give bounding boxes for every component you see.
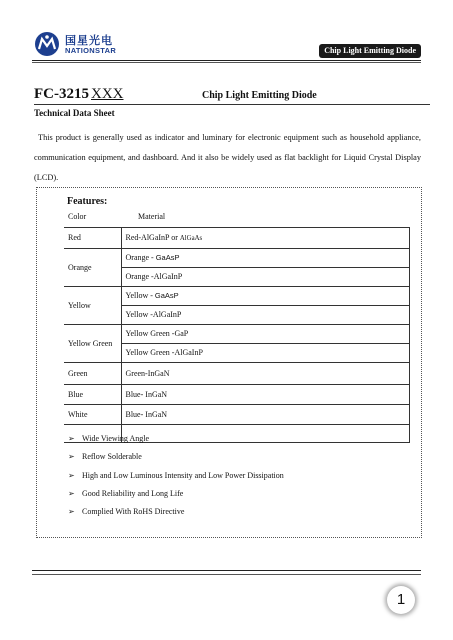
- color-cell: Yellow Green: [64, 324, 121, 362]
- features-heading: Features:: [67, 196, 108, 207]
- color-cell: Yellow: [64, 286, 121, 324]
- header-material-text: Material: [138, 212, 166, 222]
- sheet-label: Technical Data Sheet: [34, 108, 115, 118]
- color-cell: Orange: [64, 248, 121, 286]
- material-text: Yellow -: [125, 291, 155, 300]
- table-row: [64, 286, 410, 305]
- table-row: [64, 384, 410, 404]
- footer-divider-thin: [32, 574, 421, 575]
- material-text-sans: GaAsP: [154, 291, 179, 300]
- material-table: [64, 207, 410, 443]
- table-row: [64, 248, 410, 267]
- logo-chinese-text: 国星光电: [65, 34, 113, 47]
- arrow-bullet-icon: ➢: [68, 452, 75, 462]
- title-row: [34, 86, 430, 105]
- material-cell: Blue- InGaN: [121, 384, 410, 404]
- list-item: [68, 452, 284, 470]
- features-box: [36, 187, 422, 538]
- list-item-text: Wide Viewing Angle: [82, 434, 150, 443]
- page-number: 1: [387, 586, 415, 614]
- list-item: [68, 471, 284, 489]
- header-material: [121, 207, 410, 227]
- table-row: [64, 362, 410, 384]
- color-cell: Red: [64, 227, 121, 248]
- header-color: Color: [64, 207, 121, 227]
- material-text: Orange -: [125, 253, 156, 262]
- part-number-suffix: XXX: [91, 86, 124, 102]
- arrow-bullet-icon: ➢: [68, 434, 75, 443]
- material-text-small: AlGaAs: [179, 235, 203, 242]
- list-item: [68, 489, 284, 507]
- header-divider: [32, 60, 421, 63]
- material-cell: [121, 227, 410, 248]
- part-number-base: FC-3215: [34, 86, 89, 102]
- arrow-bullet-icon: ➢: [68, 488, 75, 498]
- list-item-text: Complied With RoHS Directive: [82, 507, 185, 517]
- material-cell: Yellow Green -GaP: [121, 324, 410, 343]
- list-item: [68, 507, 284, 525]
- header-badge: Chip Light Emitting Diode: [319, 44, 421, 58]
- material-cell: [121, 248, 410, 267]
- material-text-sans: GaAsP: [155, 253, 180, 262]
- table-header-row: [64, 207, 410, 227]
- table-row: [64, 227, 410, 248]
- list-item-text: High and Low Luminous Intensity and Low Power Dissipation: [82, 470, 284, 480]
- footer-divider: [32, 570, 421, 571]
- logo-english-text: NATIONSTAR: [65, 46, 117, 55]
- device-title: Chip Light Emitting Diode: [202, 90, 317, 101]
- list-item-text: Reflow Solderable: [82, 452, 142, 462]
- table-row: [64, 324, 410, 343]
- material-cell: [121, 286, 410, 305]
- nationstar-logo-icon: [32, 31, 62, 57]
- material-cell: Yellow -AlGaInP: [121, 305, 410, 324]
- table-row: [64, 404, 410, 424]
- intro-paragraph: This product is generally used as indicator and luminary for electronic equipment such as household appliance, communication equipment, and dashboard. And it also be widely used as flat backlight for Liquid Crystal Display (LCD).: [34, 133, 421, 182]
- material-cell: Blue- InGaN: [121, 404, 410, 424]
- material-cell: Green-InGaN: [121, 362, 410, 384]
- color-cell: White: [64, 404, 121, 424]
- arrow-bullet-icon: ➢: [68, 507, 75, 517]
- list-item-text: Good Reliability and Long Life: [82, 488, 184, 498]
- list-item: [68, 434, 284, 452]
- feature-list: [68, 434, 284, 525]
- material-cell: Yellow Green -AlGaInP: [121, 343, 410, 362]
- color-cell: Blue: [64, 384, 121, 404]
- company-logo: [32, 31, 124, 57]
- color-cell: Green: [64, 362, 121, 384]
- arrow-bullet-icon: ➢: [68, 470, 75, 480]
- material-cell: Orange -AlGaInP: [121, 267, 410, 286]
- material-text: Red-AlGaInP or: [125, 233, 180, 242]
- part-number: [34, 86, 124, 103]
